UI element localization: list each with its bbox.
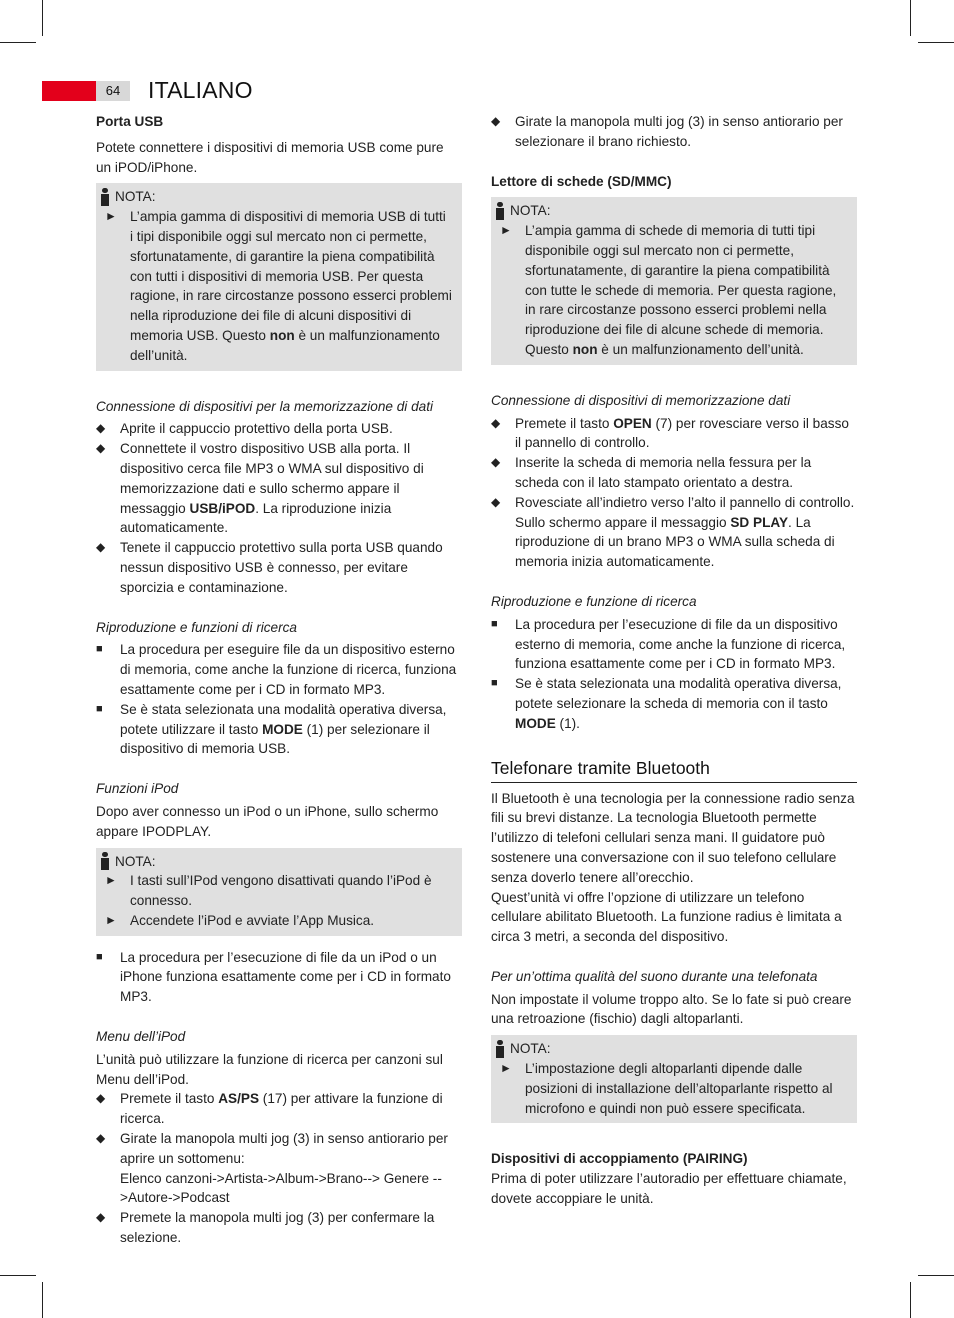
list-item-text: (7) per rovesciare verso il basso il pannello di controllo. xyxy=(515,415,849,451)
diamond-bullet-icon: ◆ xyxy=(491,455,501,470)
list-item-extra: Elenco canzoni->Artista->Album->Brano--> Genere -->Autore->Podcast xyxy=(120,1170,442,1206)
arrow-bullet-icon: ► xyxy=(500,1061,512,1076)
header-red-bar xyxy=(42,81,100,101)
subsection-heading: Connessione di dispositivi per la memorizzazione di dati xyxy=(96,398,433,414)
list-item xyxy=(491,112,857,152)
list-item-text: L’ampia gamma di dispositivi di memoria USB di tutti i tipi disponibile oggi sul mercato non ci permette, sfortunatamente, di garantire la piena compatibilità con tutti i dispositivi di memoria USB. Per questa ragione, in rare circostanze possono esserci problemi nella riproduzione dei file di alcuni dispositivi di memoria USB. Questo xyxy=(130,209,452,343)
list-item-text: L’impostazione degli altoparlanti dipende dalle posizioni di installazione dell’altoparlante rispetto al microfono e quindi non può essere specificata. xyxy=(525,1061,833,1116)
subsection-heading: Per un’ottima qualità del suono durante una telefonata xyxy=(491,968,818,984)
square-bullet-icon: ■ xyxy=(96,950,103,963)
list-item xyxy=(96,1089,462,1129)
list-item-text: Inserite la scheda di memoria nella fessura per la scheda con il lato stampato orientato a destra. xyxy=(515,455,812,490)
crop-mark-bottom-left-h xyxy=(0,1275,36,1276)
list-item-emphasis: AS/PS xyxy=(218,1091,260,1107)
list-item xyxy=(96,700,462,759)
list-item-emphasis: MODE xyxy=(515,715,556,731)
list-item xyxy=(96,1208,462,1248)
list-item xyxy=(491,674,857,733)
info-icon xyxy=(101,852,109,870)
square-bullet-icon: ■ xyxy=(96,702,103,715)
arrow-bullet-icon: ► xyxy=(105,873,117,888)
note-label: NOTA: xyxy=(510,203,551,219)
left-column xyxy=(96,112,462,1248)
paragraph: Prima di poter utilizzare l’autoradio per effettuare chiamate, dovete accoppiare le unità. xyxy=(491,1171,847,1207)
list-item-text: (17) per attivare la funzione di ricerca. xyxy=(120,1091,443,1127)
list-item xyxy=(96,538,462,597)
square-bullet-icon: ■ xyxy=(491,617,498,630)
page-number: 64 xyxy=(96,81,130,101)
note-box xyxy=(96,183,462,370)
list-item-text: La procedura per l’esecuzione di file da un dispositivo esterno di memoria, come anche la funzione di ricerca, funziona esattamente come per i CD in formato MP3. xyxy=(515,616,846,672)
bullet-list xyxy=(491,112,857,152)
diamond-bullet-icon: ◆ xyxy=(491,494,501,509)
section-heading: Dispositivi di accoppiamento (PAIRING) xyxy=(491,1151,748,1167)
crop-mark-top-left-v xyxy=(42,0,43,36)
list-item-text: Premete il tasto xyxy=(120,1091,219,1107)
info-icon xyxy=(101,188,109,206)
info-icon xyxy=(496,1040,504,1058)
list-item-text: La procedura per l’esecuzione di file da un iPod o un iPhone funziona esattamente come per i CD in formato MP3. xyxy=(120,949,451,1005)
list-item xyxy=(96,439,462,538)
list-item-text: è un malfunzionamento dell’unità. xyxy=(130,327,440,363)
crop-mark-top-left-h xyxy=(0,42,36,43)
bullet-list xyxy=(96,1089,462,1247)
list-item-text: I tasti sull’IPod vengono disattivati quando l’iPod è connesso. xyxy=(130,873,432,909)
square-bullet-icon: ■ xyxy=(96,643,103,656)
list-item-text: è un malfunzionamento dell’unità. xyxy=(597,341,804,357)
list-item-text: Tenete il cappuccio protettivo sulla porta USB quando nessun dispositivo USB è connesso, per evitare sporcizia e contaminazione. xyxy=(120,540,443,595)
list-item-emphasis: OPEN xyxy=(613,415,652,431)
list-item-emphasis: USB/iPOD xyxy=(189,500,256,516)
note-box xyxy=(491,1035,857,1123)
diamond-bullet-icon: ◆ xyxy=(491,415,501,430)
arrow-bullet-icon: ► xyxy=(500,223,512,238)
note-header xyxy=(101,187,452,207)
note-label: NOTA: xyxy=(510,1041,551,1057)
paragraph: L’unità può utilizzare la funzione di ricerca per canzoni sul Menu dell’iPod. xyxy=(96,1051,443,1087)
section-heading: Lettore di schede (SD/MMC) xyxy=(491,173,672,189)
arrow-bullet-icon: ► xyxy=(105,912,117,927)
list-item xyxy=(496,1059,847,1118)
list-item xyxy=(491,493,857,572)
list-item-text: Aprite il cappuccio protettivo della porta USB. xyxy=(120,421,393,437)
subsection-heading: Riproduzione e funzione di ricerca xyxy=(491,593,697,609)
list-item-text: L’ampia gamma di schede di memoria di tutti tipi disponibile oggi sul mercato non ci permette, sfortunatamente, di garantire la piena compatibilità con tutte le schede di memoria. Per questa ragione, in rare circostanze possono esserci problemi nella riproduzione dei file di alcune schede di memoria. Questo xyxy=(525,223,837,357)
list-item xyxy=(101,207,452,365)
list-item-text: Premete il tasto xyxy=(515,415,614,431)
list-item xyxy=(96,1129,462,1208)
section-title-bluetooth: Telefonare tramite Bluetooth xyxy=(491,756,857,783)
bullet-list xyxy=(96,419,462,597)
list-item-emphasis: non xyxy=(269,327,295,343)
note-label: NOTA: xyxy=(115,853,156,869)
list-item-emphasis: MODE xyxy=(262,721,303,737)
note-box xyxy=(96,848,462,936)
paragraph: Potete connettere i dispositivi di memoria USB come pure un iPOD/iPhone. xyxy=(96,139,444,175)
list-item xyxy=(96,640,462,699)
diamond-bullet-icon: ◆ xyxy=(96,1210,106,1225)
bullet-list xyxy=(491,615,857,734)
note-header xyxy=(496,201,847,221)
arrow-bullet-icon: ► xyxy=(105,209,117,224)
subsection-heading: Funzioni iPod xyxy=(96,781,179,797)
crop-mark-top-right-h xyxy=(918,42,954,43)
square-bullet-icon: ■ xyxy=(491,677,498,690)
diamond-bullet-icon: ◆ xyxy=(96,540,106,555)
crop-mark-bottom-right-h xyxy=(918,1275,954,1276)
list-item-text: La procedura per eseguire file da un dispositivo esterno di memoria, come anche la funzione di ricerca, funziona esattamente come per i CD in formato MP3. xyxy=(120,642,457,697)
list-item-emphasis: non xyxy=(572,341,598,357)
list-item xyxy=(101,911,452,931)
list-item xyxy=(96,948,462,1007)
bullet-list xyxy=(96,948,462,1007)
right-column xyxy=(491,112,857,1209)
note-box xyxy=(491,197,857,364)
list-item-text: . La riproduzione inizia automaticamente. xyxy=(120,500,392,536)
list-item-text: Accendete l’iPod e avviate l’App Musica. xyxy=(130,912,375,928)
diamond-bullet-icon: ◆ xyxy=(96,1131,106,1146)
crop-mark-bottom-right-v xyxy=(910,1282,911,1318)
diamond-bullet-icon: ◆ xyxy=(96,1091,106,1106)
bullet-list xyxy=(96,640,462,759)
list-item-text: Se è stata selezionata una modalità operativa diversa, potete selezionare la scheda di memoria con il tasto xyxy=(515,676,842,711)
subsection-heading: Menu dell’iPod xyxy=(96,1029,186,1045)
list-item-text: Rovesciate all’indietro verso l’alto il pannello di controllo. Sullo schermo appare il messaggio xyxy=(515,494,855,530)
note-label: NOTA: xyxy=(115,189,156,205)
list-item-text: (1). xyxy=(555,715,580,731)
list-item-text: Girate la manopola multi jog (3) in senso antiorario per aprire un sottomenu: xyxy=(120,1131,448,1166)
diamond-bullet-icon: ◆ xyxy=(96,441,106,456)
crop-mark-top-right-v xyxy=(910,0,911,36)
list-item xyxy=(496,221,847,360)
subsection-heading: Connessione di dispositivi di memorizzazione dati xyxy=(491,392,791,408)
list-item xyxy=(491,414,857,454)
list-item-emphasis: SD PLAY xyxy=(730,514,789,530)
crop-mark-bottom-left-v xyxy=(42,1282,43,1318)
list-item-text: Se è stata selezionata una modalità operativa diversa, potete utilizzare il tasto xyxy=(120,701,447,737)
list-item xyxy=(491,453,857,493)
paragraph: Quest’unità vi offre l’opzione di utilizzare un telefono cellulare abilitato Bluetooth. La funzione radius è limitata a circa 3 metri, a seconda del dispositivo. xyxy=(491,889,842,945)
list-item-text: Girate la manopola multi jog (3) in senso antiorario per selezionare il brano richiesto. xyxy=(515,114,843,149)
section-heading: Porta USB xyxy=(96,114,164,129)
bullet-list xyxy=(491,414,857,572)
page-title: ITALIANO xyxy=(148,77,253,103)
diamond-bullet-icon: ◆ xyxy=(96,421,106,436)
note-header xyxy=(496,1039,847,1059)
subsection-heading: Riproduzione e funzioni di ricerca xyxy=(96,619,297,635)
note-header xyxy=(101,852,452,872)
info-icon xyxy=(496,202,504,220)
list-item-text: (1) per selezionare il dispositivo di memoria USB. xyxy=(120,721,430,757)
list-item xyxy=(101,871,452,911)
list-item-text: . La riproduzione di un brano MP3 o WMA sulla scheda di memoria inizia automaticamente. xyxy=(515,514,835,570)
list-item-text: Premete la manopola multi jog (3) per confermare la selezione. xyxy=(120,1210,435,1246)
list-item xyxy=(96,419,462,439)
paragraph: Il Bluetooth è una tecnologia per la connessione radio senza fili su brevi distanze. La tecnologia Bluetooth permette l’utilizzo di telefoni cellulari senza mani. Il guidatore può sostenere una conversazione con il suo telefono cellulare senza doverlo tenere all’orecchio. xyxy=(491,790,855,885)
list-item-text: Connettete il vostro dispositivo USB alla porta. Il dispositivo cerca file MP3 o WMA sul dispositivo di memorizzazione dati e sullo schermo appare il messaggio xyxy=(120,441,424,516)
diamond-bullet-icon: ◆ xyxy=(491,114,501,128)
paragraph: Non impostate il volume troppo alto. Se lo fate si può creare una retroazione (fischio) dagli altoparlanti. xyxy=(491,991,852,1027)
paragraph: Dopo aver connesso un iPod o un iPhone, sullo schermo appare IPODPLAY. xyxy=(96,803,439,839)
list-item xyxy=(491,615,857,674)
